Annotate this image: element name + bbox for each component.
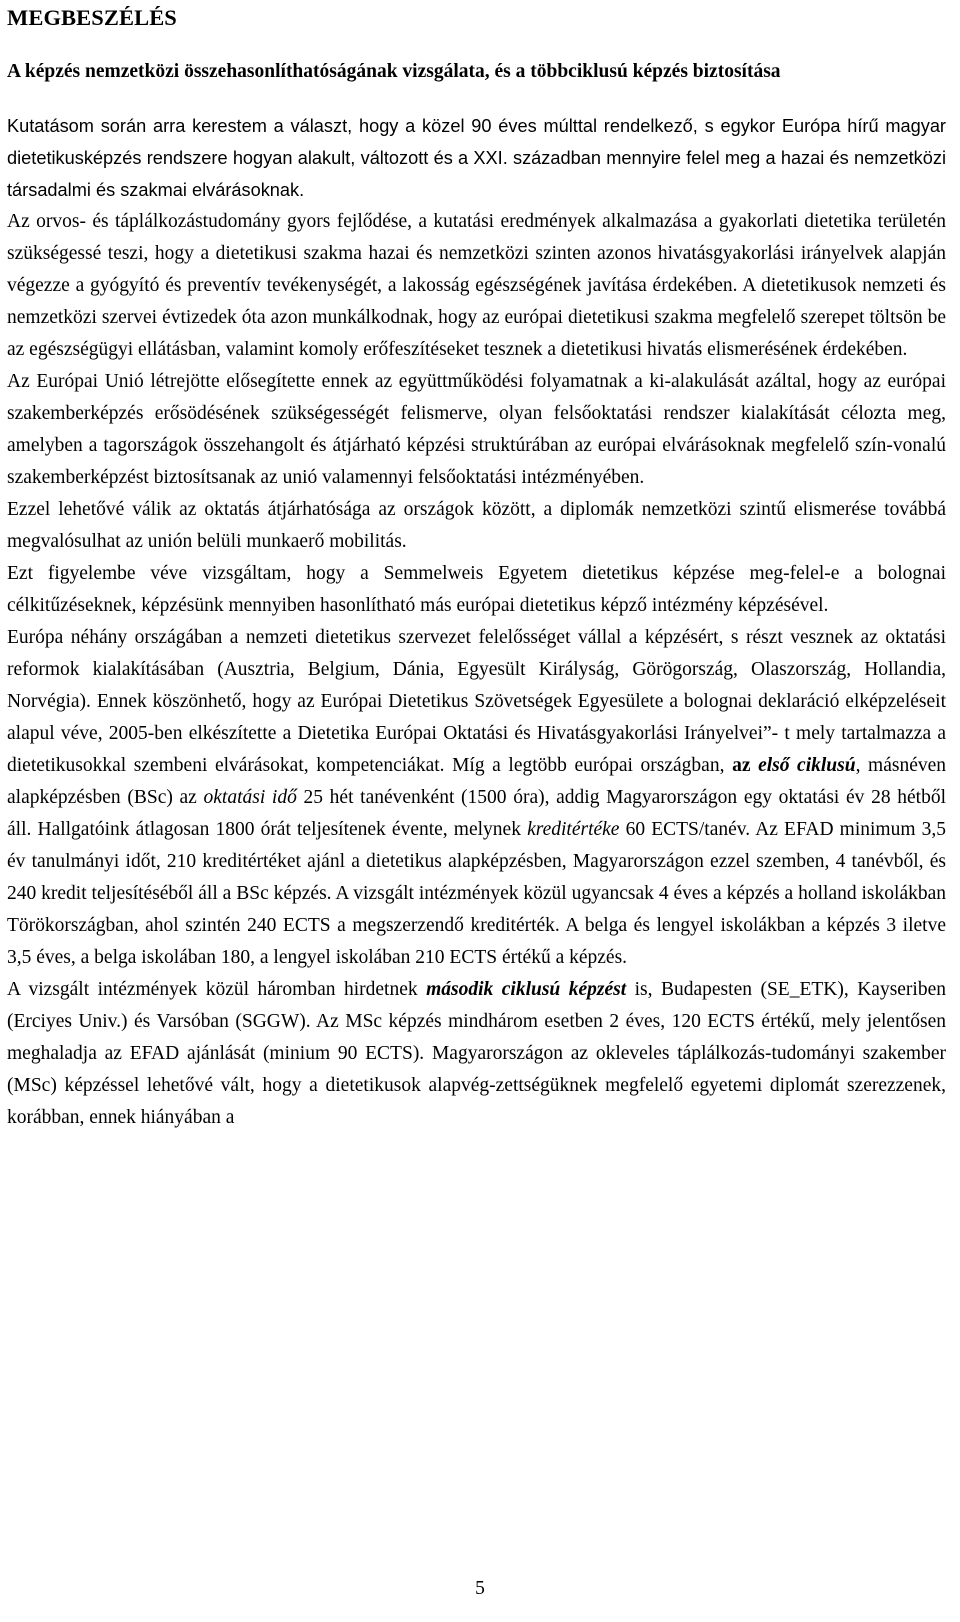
paragraph-7-bold-italic-1: második ciklusú képzést [426,979,627,1000]
paragraph-6-bold-italic-1: első ciklusú [758,755,856,776]
paragraph-6-text-4: 60 ECTS/tanév. Az EFAD minimum 3,5 év tanulmányi időt, 210 kreditértéket ajánl a dietetikus alapképzésben, Magyarországon ezzel szemben, 4 tanévből, és 240 kredit teljesítéséből áll a BSc képzés. A vizsgált intézmények közül ugyancsak 4 éves a képzés a holland iskolákban Törökországban, ahol szintén 240 ECTS a megszerzendő kreditérték. A belga és lengyel iskolákban a képzés 3 iletve 3,5 éves, a belga iskolában 180, a lengyel iskolában 210 ECTS értékű a képzés. [7,819,946,968]
paragraph-6-bold-1: az [732,755,759,776]
subsection-title: A képzés nemzetközi összehasonlíthatóságának vizsgálata, és a többciklusú képzés biztosítása [7,61,781,82]
paragraph-5: Ezt figyelembe véve vizsgáltam, hogy a Semmelweis Egyetem dietetikus képzése meg-felel-e a bolognai célkitűzéseknek, képzésünk mennyiben hasonlítható más európai dietetikus képző intézmény képzésével. [7,563,946,616]
paragraph-7-text-2: is, Budapesten (SE_ETK), Kayseriben (Erciyes Univ.) és Varsóban (SGGW). Az MSc képzés mindhárom esetben 2 éves, 120 ECTS értékű, mely jelentősen meghaladja az EFAD ajánlását (minium 90 ECTS). Magyarországon az okleveles táplálkozás-tudományi szakember (MSc) képzéssel lehetővé vált, hogy a dietetikusok alapvég-zettségüknek megfelelő egyetemi diplomát szerezzenek, korábban, ennek hiányában a [7,979,946,1128]
paragraph-6 [7,622,946,974]
paragraph-6-text-2: , másnéven alapképzésben (BSc) az [7,755,947,808]
paragraph-6-text-1: Európa néhány országában a nemzeti dietetikus szervezet felelősséget vállal a képzésért, s részt vesznek az oktatási reformok kialakításában (Ausztria, Belgium, Dánia, Egyesült Királyság, Görögország, Olaszország, Hollandia, Norvégia). Ennek köszönhető, hogy az Európai Dietetikus Szövetségek Egyesülete a bolognai deklaráció elképzeléseit alapul véve, 2005-ben elkészítette a Dietetika Európai Oktatási és Hivatásgyakorlási Irányelvei”- t mely tartalmazza a dietetikusokkal szembeni elvárásokat, kompetenciákat. Míg a legtöbb európai országban, [7,627,946,776]
paragraph-6-text-3: 25 hét tanévenként (1500 óra), addig Magyarországon egy oktatási év 28 hétből áll. Hallgatóink átlagosan 1800 órát teljesítenek évente, melynek [7,787,946,840]
paragraph-7-text-1: A vizsgált intézmények közül háromban hirdetnek [7,979,427,1000]
paragraph-6-italic-2: kreditértéke [527,819,620,840]
paragraph-2: Az orvos- és táplálkozástudomány gyors fejlődése, a kutatási eredmények alkalmazása a gyakorlati dietetika területén szükségessé teszi, hogy a dietetikusi szakma hazai és nemzetközi szinten azonos hivatásgyakorlási irányelvek alapján végezze a gyógyító és preventív tevékenységét, a lakosság egészségének javítása érdekében. A dietetikusok nemzeti és nemzetközi szervei évtizedek óta azon munkálkodnak, hogy az európai dietetikusi szakma megfelelő szerepet töltsön be az egészségügyi ellátásban, valamint komoly erőfeszítéseket tesznek a dietetikusi hivatás elismerésének érdekében. [7,211,946,360]
body-text [7,110,946,1134]
paragraph-7 [7,974,946,1134]
paragraph-6-italic-1: oktatási idő [203,787,297,808]
page-number: 5 [475,1578,485,1599]
paragraph-3: Az Európai Unió létrejötte elősegítette ennek az együttműködési folyamatnak a ki-alakulását azáltal, hogy az európai szakemberképzés erősödésének szükségességét felismerve, olyan felsőoktatási rendszer kialakítását célozta meg, amelyben a tagországok összehangolt és átjárható képzési struktúrában az európai elvárásoknak megfelelő szín-vonalú szakemberképzést biztosítsanak az unió valamennyi felsőoktatási intézményében. [7,371,946,488]
section-title: MEGBESZÉLÉS [7,5,177,30]
paragraph-1: Kutatásom során arra kerestem a választ, hogy a közel 90 éves múlttal rendelkező, s egykor Európa hírű magyar dietetikusképzés rendszere hogyan alakult, változott és a XXI. században mennyire felel meg a hazai és nemzetközi társadalmi és szakmai elvárásoknak. [7,116,946,200]
paragraph-4: Ezzel lehetővé válik az oktatás átjárhatósága az országok között, a diplomák nemzetközi szintű elismerése továbbá megvalósulhat az unión belüli munkaerő mobilitás. [7,499,946,552]
